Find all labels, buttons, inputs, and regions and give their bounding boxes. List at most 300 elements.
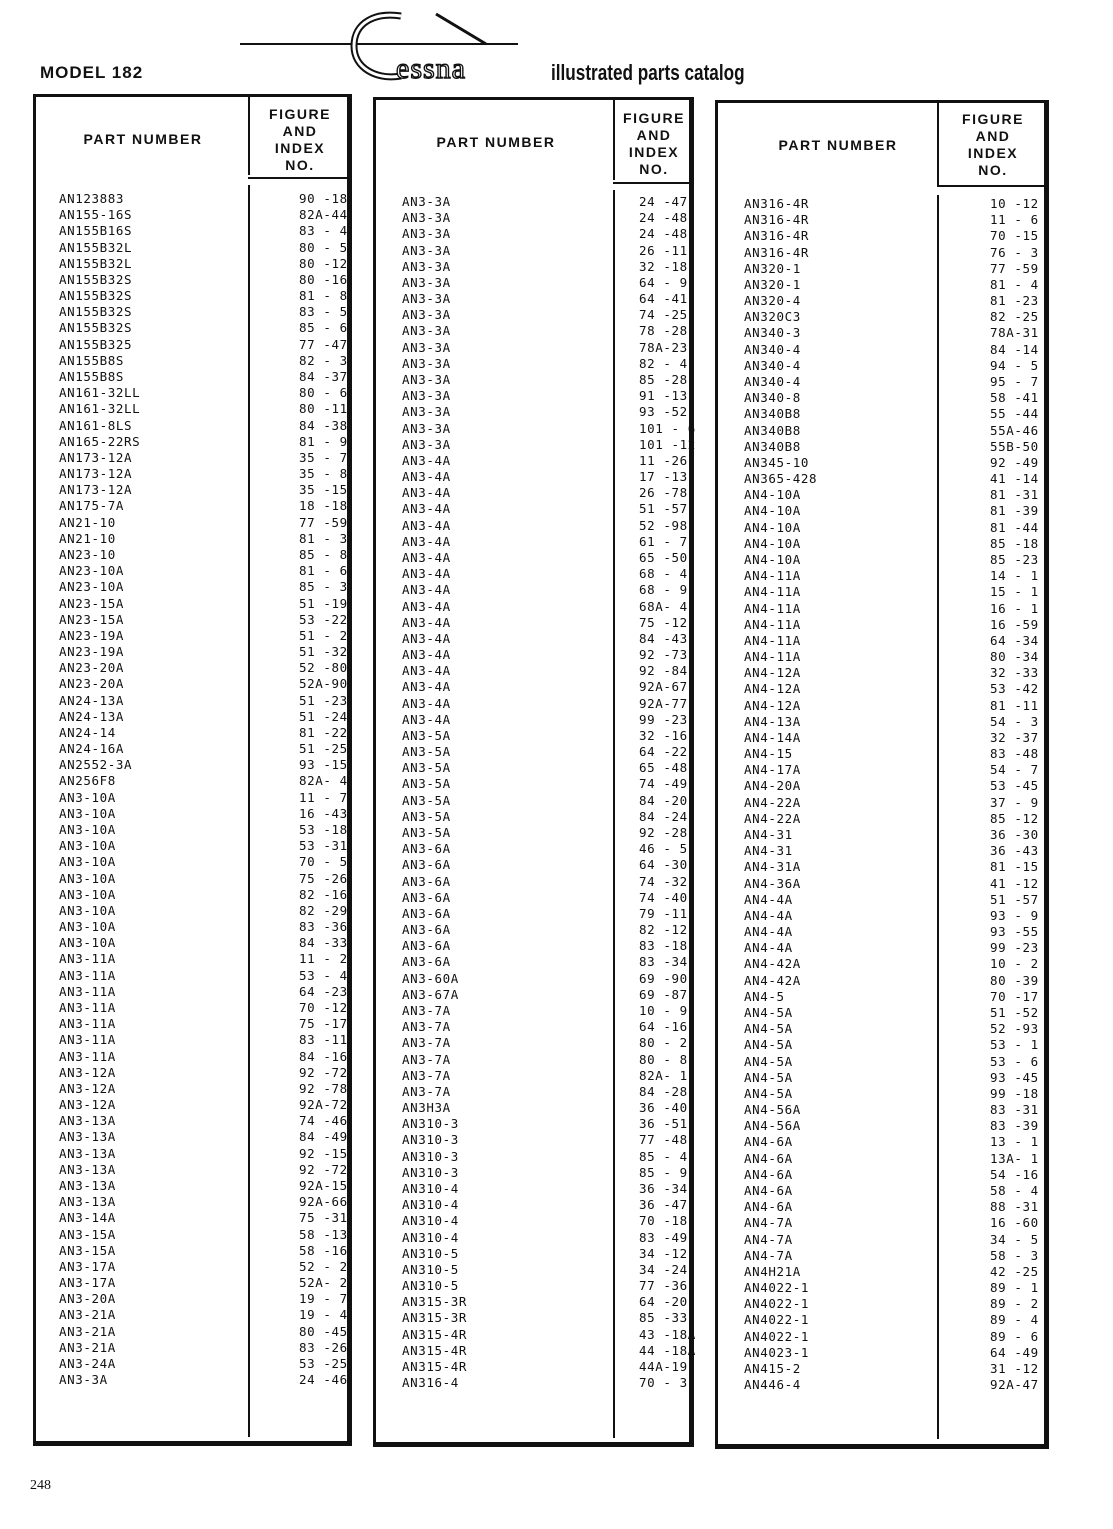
figure-index-cell: 82A- 4 <box>299 773 348 789</box>
part-number-cell: AN24-14 <box>59 724 116 740</box>
part-number-cell: AN3-20A <box>59 1291 116 1307</box>
figure-index-cell: 51 -24 <box>299 708 348 724</box>
part-number-cell: AN4023-1 <box>744 1344 810 1360</box>
figure-index-cell: 34 -24 <box>639 1261 688 1277</box>
part-number-cell: AN3-3A <box>402 242 451 258</box>
part-number-cell: AN4-22A <box>744 794 801 810</box>
part-number-cell: AN345-10 <box>744 454 810 470</box>
figure-index-cell: 54 - 7 <box>990 762 1039 778</box>
figure-index-cell: 58 -13 <box>299 1226 348 1242</box>
figure-index-cell: 85 - 6 <box>299 320 348 336</box>
figure-index-cell: 41 -12 <box>990 875 1039 891</box>
part-number-cell: AN3-11A <box>59 983 116 999</box>
part-number-cell: AN3-10A <box>59 805 116 821</box>
part-number-cell: AN3-4A <box>402 647 451 663</box>
figure-index-cell: 51 -57 <box>639 501 688 517</box>
figure-index-cell: 18 -18 <box>299 498 348 514</box>
figure-index-cell: 93 -15 <box>299 757 348 773</box>
figure-index-cell: 36 -34 <box>639 1180 688 1196</box>
part-number-cell: AN3-13A <box>59 1177 116 1193</box>
part-number-cell: AN4-5A <box>744 1005 793 1020</box>
part-number-cell: AN4H21A <box>744 1263 801 1279</box>
part-number-cell: AN3H3A <box>402 1100 451 1116</box>
part-number-cell: AN173-12A <box>59 482 133 498</box>
part-number-cell: AN310-5 <box>402 1278 459 1294</box>
figure-index-cell: 36 -51 <box>639 1116 688 1132</box>
part-number-cell: AN4-11A <box>744 649 801 665</box>
figure-index-cell: 89 - 1 <box>990 1280 1039 1296</box>
figure-index-cell: 64 -49 <box>990 1344 1039 1360</box>
part-number-cell: AN4-31A <box>744 859 801 875</box>
part-number-cell: AN23-20A <box>59 676 125 692</box>
figure-index-cell: 52A- 2 <box>299 1275 348 1291</box>
figure-index-cell: 68 - 4 <box>639 566 688 582</box>
part-number-cell: AN4-10A <box>744 519 801 535</box>
figure-index-cell: 75 -26 <box>299 870 348 886</box>
figure-index-cell: 35 -15 <box>299 482 348 498</box>
figure-index-cell: 85 -33 <box>639 1310 688 1326</box>
figure-index-cell: 53 -45 <box>990 778 1039 794</box>
part-number-cell: AN3-5A <box>402 776 451 792</box>
figure-index-cell: 85 -12 <box>990 810 1039 826</box>
part-number-cell: AN24-16A <box>59 741 125 757</box>
part-number-cell: AN320C3 <box>744 309 801 325</box>
part-number-cell: AN316-4 <box>402 1375 459 1391</box>
part-number-cell: AN173-12A <box>59 449 133 465</box>
figure-index-cell: 85 - 9 <box>639 1164 688 1180</box>
figure-index-cell: 83 -49 <box>639 1229 688 1245</box>
part-number-cell: AN3-5A <box>402 727 451 743</box>
part-number-cell: AN21-10 <box>59 530 116 546</box>
part-number-cell: AN3-10A <box>59 902 116 918</box>
part-number-cell: AN2552-3A <box>59 757 133 773</box>
figure-index-cell: 80 -12 <box>299 255 348 271</box>
part-number-cell: AN3-3A <box>402 226 451 242</box>
figure-index-cell: 81 - 6 <box>299 563 348 579</box>
part-number-cell: AN3-4A <box>402 614 451 630</box>
part-number-cell: AN3-4A <box>402 501 451 517</box>
figure-index-cell: 80 -11 <box>299 401 348 417</box>
part-number-cell: AN155B16S <box>59 223 133 239</box>
figure-index-cell: 26 -11 <box>639 242 688 258</box>
part-number-cell: AN310-4 <box>402 1229 459 1245</box>
part-number-cell: AN3-13A <box>59 1161 116 1177</box>
figure-index-cell: 74 -40 <box>639 889 688 905</box>
part-number-cell: AN340B8 <box>744 422 801 438</box>
part-number-cell: AN165-22RS <box>59 433 141 449</box>
part-number-cell: AN310-5 <box>402 1261 459 1277</box>
figure-index-cell: 51 -57 <box>990 891 1039 907</box>
part-number-cell: AN310-3 <box>402 1148 459 1164</box>
part-number-cell: AN4022-1 <box>744 1280 810 1296</box>
part-number-cell: AN3-10A <box>59 886 116 902</box>
part-number-cell: AN3-5A <box>402 808 451 824</box>
figure-index-cell: 42 -25 <box>990 1263 1039 1279</box>
figure-index-cell: 55 -44 <box>990 406 1039 422</box>
figure-index-cell: 78A-31 <box>990 325 1039 341</box>
figure-index-cell: 83 - 5 <box>299 304 348 320</box>
part-number-cell: AN155B32S <box>59 304 133 320</box>
figure-index-cell: 80 - 5 <box>299 239 348 255</box>
figure-index-cell: 81 -44 <box>990 519 1039 535</box>
part-number-cell: AN3-7A <box>402 1067 451 1083</box>
figure-index-cell: 92 -15 <box>299 1145 348 1161</box>
part-number-cell: AN4-4A <box>744 891 793 907</box>
figure-index-cell: 81 -11 <box>990 697 1039 713</box>
figure-index-cell: 84 -43 <box>639 630 688 646</box>
part-number-cell: AN161-32LL <box>59 401 141 417</box>
part-number-cell: AN310-4 <box>402 1197 459 1213</box>
figure-index-cell: 26 -78 <box>639 485 688 501</box>
part-number-cell: AN3-3A <box>402 355 451 371</box>
part-number-cell: AN315-4R <box>402 1342 468 1358</box>
figure-index-cell: 24 -47 <box>639 194 688 209</box>
part-number-cell: AN4-20A <box>744 778 801 794</box>
figure-index-cell: 44 -18A <box>639 1342 696 1358</box>
figure-index-cell: 84 -14 <box>990 341 1039 357</box>
part-number-cell: AN23-10A <box>59 579 125 595</box>
figure-index-cell: 52 -93 <box>990 1021 1039 1037</box>
figure-index-cell: 52 - 2 <box>299 1258 348 1274</box>
figure-index-cell: 64 -16 <box>639 1019 688 1035</box>
figure-index-cell: 84 -49 <box>299 1129 348 1145</box>
part-number-cell: AN4-5A <box>744 1021 793 1037</box>
part-number-cell: AN3-14A <box>59 1210 116 1226</box>
figure-index-cell: 99 -23 <box>990 940 1039 956</box>
figure-index-cell: 85 - 4 <box>639 1148 688 1164</box>
figure-index-cell: 52A-90 <box>299 676 348 692</box>
figure-index-cell: 64 -41 <box>639 291 688 307</box>
part-number-cell: AN3-6A <box>402 938 451 954</box>
figure-index-cell: 89 - 6 <box>990 1328 1039 1344</box>
parts-column-2 <box>373 97 694 1447</box>
figure-index-cell: 83 -39 <box>990 1118 1039 1134</box>
part-number-cell: AN155B32S <box>59 320 133 336</box>
part-number-cell: AN4-7A <box>744 1215 793 1231</box>
part-number-cell: AN310-5 <box>402 1245 459 1261</box>
part-number-cell: AN3-3A <box>402 307 451 323</box>
part-number-cell: AN3-21A <box>59 1339 116 1355</box>
part-number-cell: AN4-6A <box>744 1166 793 1182</box>
page-number: 248 <box>30 1478 51 1493</box>
figure-index-cell: 78A-23 <box>639 339 688 355</box>
part-number-header: PART NUMBER <box>83 131 203 147</box>
figure-index-cell: 89 - 2 <box>990 1296 1039 1312</box>
part-number-cell: AN3-4A <box>402 452 451 468</box>
figure-index-cell: 32 -33 <box>990 665 1039 681</box>
part-number-cell: AN320-4 <box>744 293 801 309</box>
part-number-cell: AN315-3R <box>402 1310 468 1326</box>
figure-index-cell: 51 -32 <box>299 644 348 660</box>
figure-index-cell: 82 -16 <box>299 886 348 902</box>
part-number-cell: AN310-4 <box>402 1213 459 1229</box>
figure-index-cell: 93 -45 <box>990 1069 1039 1085</box>
figure-index-cell: 83 -26 <box>299 1339 348 1355</box>
figure-index-cell: 81 -22 <box>299 724 348 740</box>
part-number-cell: AN310-3 <box>402 1116 459 1132</box>
part-number-cell: AN3-7A <box>402 1019 451 1035</box>
part-number-cell: AN3-11A <box>59 1000 116 1015</box>
figure-index-cell: 83 -18 <box>639 938 688 954</box>
part-number-cell: AN3-6A <box>402 905 451 921</box>
figure-index-cell: 93 -52 <box>639 404 688 420</box>
part-number-cell: AN4-10A <box>744 487 801 503</box>
part-number-cell: AN155B32L <box>59 239 133 255</box>
part-number-cell: AN340B8 <box>744 406 801 422</box>
part-number-cell: AN3-17A <box>59 1275 116 1291</box>
svg-text:essna: essna <box>396 52 466 85</box>
part-number-cell: AN316-4R <box>744 212 810 228</box>
figure-index-cell: 80 -45 <box>299 1323 348 1339</box>
figure-index-cell: 16 -60 <box>990 1215 1039 1231</box>
figure-index-cell: 91 -13 <box>639 388 688 404</box>
part-number-cell: AN21-10 <box>59 514 116 530</box>
figure-index-cell: 82A- 1 <box>639 1067 688 1083</box>
part-number-cell: AN3-60A <box>402 970 459 986</box>
figure-index-cell: 15 - 1 <box>990 584 1039 600</box>
figure-index-cell: 82 - 3 <box>299 352 348 368</box>
part-number-cell: AN310-3 <box>402 1164 459 1180</box>
part-number-cell: AN3-4A <box>402 582 451 598</box>
part-number-cell: AN4-10A <box>744 535 801 551</box>
part-number-cell: AN3-4A <box>402 517 451 533</box>
figure-index-cell: 75 -31 <box>299 1210 348 1226</box>
figure-index-cell: 92A-67 <box>639 679 688 695</box>
part-number-cell: AN3-3A <box>402 274 451 290</box>
figure-index-cell: 93 -55 <box>990 924 1039 940</box>
part-number-cell: AN3-3A <box>402 210 451 226</box>
figure-index-cell: 64 -23 <box>299 983 348 999</box>
figure-index-cell: 35 - 7 <box>299 449 348 465</box>
figure-index-cell: 82 -29 <box>299 902 348 918</box>
part-number-cell: AN316-4R <box>744 244 810 260</box>
part-number-cell: AN3-3A <box>402 258 451 274</box>
figure-index-cell: 84 -28 <box>639 1083 688 1099</box>
figure-index-cell: 81 - 3 <box>299 530 348 546</box>
part-number-cell: AN3-6A <box>402 954 451 970</box>
figure-index-cell: 70 - 3 <box>639 1375 688 1391</box>
part-number-cell: AN4-11A <box>744 632 801 648</box>
figure-index-cell: 78 -28 <box>639 323 688 339</box>
figure-index-cell: 65 -50 <box>639 549 688 565</box>
figure-index-cell: 88 -31 <box>990 1199 1039 1215</box>
figure-index-cell: 19 - 4 <box>299 1307 348 1323</box>
figure-index-cell: 10 - 2 <box>990 956 1039 972</box>
part-number-cell: AN3-4A <box>402 598 451 614</box>
part-number-cell: AN3-3A <box>402 291 451 307</box>
part-number-cell: AN3-15A <box>59 1226 116 1242</box>
part-number-cell: AN320-1 <box>744 260 801 276</box>
part-number-cell: AN4-4A <box>744 924 793 940</box>
figure-index-cell: 70 -18 <box>639 1213 688 1229</box>
part-number-cell: AN3-7A <box>402 1035 451 1051</box>
part-number-cell: AN3-3A <box>402 339 451 355</box>
figure-index-cell: 70 -12 <box>299 1000 348 1015</box>
figure-index-cell: 64 -22 <box>639 744 688 760</box>
figure-index-cell: 74 -49 <box>639 776 688 792</box>
figure-index-cell: 16 - 1 <box>990 600 1039 616</box>
part-number-cell: AN3-5A <box>402 825 451 841</box>
part-number-cell: AN3-4A <box>402 485 451 501</box>
figure-index-cell: 79 -11 <box>639 905 688 921</box>
figure-index-cell: 51 -52 <box>990 1005 1039 1020</box>
part-number-cell: AN23-20A <box>59 660 125 676</box>
part-number-cell: AN3-4A <box>402 549 451 565</box>
part-number-cell: AN3-11A <box>59 951 116 967</box>
figure-index-cell: 64 -34 <box>990 632 1039 648</box>
figure-index-cell: 75 -12 <box>639 614 688 630</box>
figure-index-cell: 76 - 3 <box>990 244 1039 260</box>
part-number-cell: AN4022-1 <box>744 1328 810 1344</box>
figure-index-cell: 68A- 4 <box>639 598 688 614</box>
figure-index-cell: 84 -20 <box>639 792 688 808</box>
model-label: MODEL 182 <box>40 63 144 82</box>
part-number-cell: AN4-7A <box>744 1247 793 1263</box>
figure-index-cell: 80 -39 <box>990 972 1039 988</box>
part-number-cell: AN23-19A <box>59 627 125 643</box>
part-number-cell: AN155B32L <box>59 255 133 271</box>
figure-index-cell: 11 - 6 <box>990 212 1039 228</box>
figure-index-cell: 83 -31 <box>990 1102 1039 1118</box>
figure-index-cell: 77 -36 <box>639 1278 688 1294</box>
part-number-cell: AN155B8S <box>59 352 125 368</box>
part-number-cell: AN4-11A <box>744 568 801 584</box>
figure-index-cell: 32 -18 <box>639 258 688 274</box>
figure-index-cell: 53 -22 <box>299 611 348 627</box>
figure-index-cell: 92A-15 <box>299 1177 348 1193</box>
figure-index-cell: 58 -41 <box>990 390 1039 406</box>
part-number-cell: AN23-10 <box>59 546 116 562</box>
part-number-cell: AN155B32S <box>59 271 133 287</box>
part-number-cell: AN3-4A <box>402 711 451 727</box>
figure-index-cell: 64 -30 <box>639 857 688 873</box>
figure-index-cell: 80 - 2 <box>639 1035 688 1051</box>
figure-index-cell: 83 -48 <box>990 746 1039 762</box>
figure-index-cell: 82 - 4 <box>639 355 688 371</box>
part-number-cell: AN4-36A <box>744 875 801 891</box>
part-number-cell: AN3-11A <box>59 1048 116 1064</box>
figure-index-cell: 19 - 7 <box>299 1291 348 1307</box>
part-number-cell: AN4-5A <box>744 1037 793 1053</box>
part-number-cell: AN4-56A <box>744 1102 801 1118</box>
part-number-cell: AN3-7A <box>402 1083 451 1099</box>
figure-index-cell: 64 -20 <box>639 1294 688 1310</box>
figure-index-cell: 53 - 1 <box>990 1037 1039 1053</box>
part-number-cell: AN3-4A <box>402 695 451 711</box>
figure-index-cell: 81 -31 <box>990 487 1039 503</box>
figure-index-cell: 44A-19 <box>639 1358 688 1374</box>
part-number-cell: AN3-67A <box>402 986 459 1002</box>
figure-index-cell: 81 -15 <box>990 859 1039 875</box>
figure-index-cell: 36 -30 <box>990 827 1039 843</box>
figure-index-cell: 99 -18 <box>990 1085 1039 1101</box>
part-number-cell: AN3-3A <box>59 1372 108 1388</box>
figure-index-cell: 65 -48 <box>639 760 688 776</box>
figure-index-cell: 77 -48 <box>639 1132 688 1148</box>
part-number-cell: AN175-7A <box>59 498 125 514</box>
figure-index-cell: 13 - 1 <box>990 1134 1039 1150</box>
part-number-cell: AN3-4A <box>402 679 451 695</box>
figure-index-cell: 84 -37 <box>299 368 348 384</box>
part-number-cell: AN4-11A <box>744 600 801 616</box>
figure-index-cell: 85 - 3 <box>299 579 348 595</box>
figure-index-cell: 13A- 1 <box>990 1150 1039 1166</box>
figure-index-cell: 36 -43 <box>990 843 1039 859</box>
figure-index-cell: 83 -36 <box>299 919 348 935</box>
figure-index-cell: 81 -39 <box>990 503 1039 519</box>
figure-index-cell: 83 - 4 <box>299 223 348 239</box>
part-number-cell: AN155B8S <box>59 368 125 384</box>
part-number-cell: AN3-13A <box>59 1145 116 1161</box>
part-number-cell: AN340B8 <box>744 438 801 454</box>
part-number-cell: AN3-10A <box>59 935 116 951</box>
part-number-cell: AN24-13A <box>59 692 125 708</box>
part-number-cell: AN3-5A <box>402 760 451 776</box>
figure-index-cell: 92 -72 <box>299 1161 348 1177</box>
part-number-cell: AN123883 <box>59 191 125 206</box>
figure-index-cell: 93 - 9 <box>990 907 1039 923</box>
part-number-cell: AN256F8 <box>59 773 116 789</box>
part-number-cell: AN4-31 <box>744 827 793 843</box>
figure-index-cell: 92 -73 <box>639 647 688 663</box>
part-number-cell: AN3-10A <box>59 870 116 886</box>
part-number-cell: AN4-42A <box>744 956 801 972</box>
figure-index-cell: 61 - 7 <box>639 533 688 549</box>
figure-index-cell: 58 - 4 <box>990 1182 1039 1198</box>
figure-index-cell: 92 -49 <box>990 454 1039 470</box>
part-number-cell: AN3-10A <box>59 854 116 870</box>
part-number-cell: AN4-13A <box>744 713 801 729</box>
figure-index-cell: 11 - 2 <box>299 951 348 967</box>
figure-index-cell: 85 - 8 <box>299 546 348 562</box>
figure-index-cell: 74 -25 <box>639 307 688 323</box>
figure-index-cell: 94 - 5 <box>990 357 1039 373</box>
figure-index-header: FIGURE AND INDEX NO. <box>962 111 1024 178</box>
parts-column-3 <box>715 100 1049 1449</box>
figure-index-cell: 101 -12 <box>639 436 696 452</box>
part-number-cell: AN3-5A <box>402 792 451 808</box>
figure-index-cell: 53 -42 <box>990 681 1039 697</box>
part-number-cell: AN3-3A <box>402 388 451 404</box>
part-number-cell: AN4-12A <box>744 665 801 681</box>
figure-index-cell: 34 - 5 <box>990 1231 1039 1247</box>
figure-index-cell: 55A-46 <box>990 422 1039 438</box>
catalog-title: illustrated parts catalog <box>551 60 745 85</box>
part-number-cell: AN4-6A <box>744 1199 793 1215</box>
figure-index-cell: 41 -14 <box>990 471 1039 487</box>
part-number-cell: AN315-4R <box>402 1326 468 1342</box>
figure-index-cell: 10 -12 <box>990 196 1039 211</box>
part-number-cell: AN4-12A <box>744 697 801 713</box>
figure-index-cell: 11 - 7 <box>299 789 348 805</box>
part-number-cell: AN4-6A <box>744 1150 793 1166</box>
part-number-cell: AN3-10A <box>59 822 116 838</box>
part-number-cell: AN310-3 <box>402 1132 459 1148</box>
part-number-cell: AN3-6A <box>402 922 451 938</box>
figure-index-cell: 36 -40 <box>639 1100 688 1116</box>
part-number-cell: AN3-13A <box>59 1113 116 1129</box>
part-number-cell: AN173-12A <box>59 466 133 482</box>
part-number-cell: AN3-10A <box>59 838 116 854</box>
figure-index-cell: 54 - 3 <box>990 713 1039 729</box>
figure-index-cell: 84 -38 <box>299 417 348 433</box>
part-number-cell: AN3-4A <box>402 533 451 549</box>
part-number-cell: AN3-12A <box>59 1064 116 1080</box>
figure-index-cell: 92A-77 <box>639 695 688 711</box>
figure-index-cell: 85 -18 <box>990 535 1039 551</box>
figure-index-header: FIGURE AND INDEX NO. <box>623 110 685 177</box>
part-number-cell: AN3-24A <box>59 1355 116 1371</box>
